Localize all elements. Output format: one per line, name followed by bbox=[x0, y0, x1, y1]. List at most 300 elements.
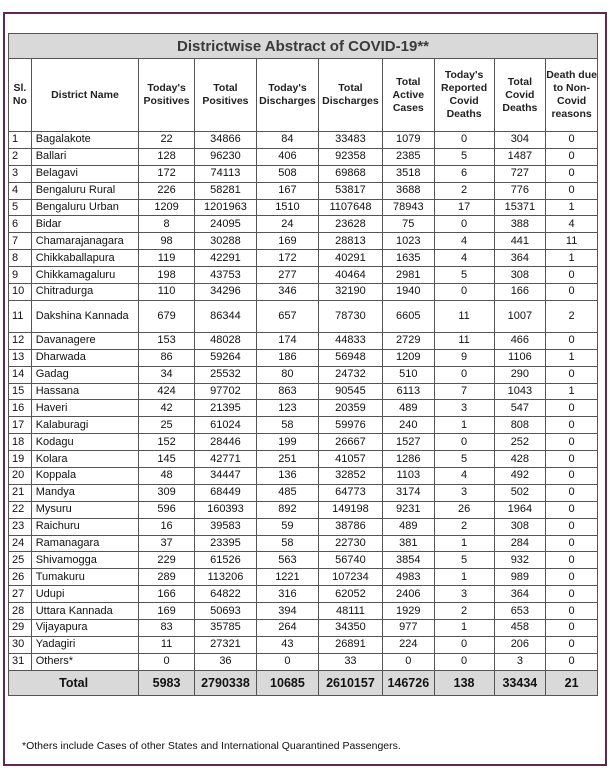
column-header: Today's Positives bbox=[139, 59, 195, 132]
table-cell: 0 bbox=[546, 366, 598, 383]
table-cell: 0 bbox=[256, 653, 318, 670]
table-cell: 24095 bbox=[194, 216, 256, 233]
table-cell: 5 bbox=[434, 552, 494, 569]
table-cell: 160393 bbox=[194, 501, 256, 518]
table-row bbox=[9, 417, 598, 434]
table-cell: 3 bbox=[434, 400, 494, 417]
column-header: Today's Reported Covid Deaths bbox=[434, 59, 494, 132]
table-cell: 1 bbox=[434, 569, 494, 586]
table-row bbox=[9, 552, 598, 569]
table-cell: 1286 bbox=[382, 451, 434, 468]
table-cell: 0 bbox=[139, 653, 195, 670]
table-cell: 25 bbox=[139, 417, 195, 434]
table-cell: 0 bbox=[434, 132, 494, 149]
table-cell: 0 bbox=[434, 636, 494, 653]
table-cell: 92358 bbox=[318, 148, 382, 165]
table-cell: 42291 bbox=[194, 250, 256, 267]
table-cell: 508 bbox=[256, 165, 318, 182]
table-cell: 2385 bbox=[382, 148, 434, 165]
table-row bbox=[9, 216, 598, 233]
table-cell: 679 bbox=[139, 300, 195, 332]
header-row bbox=[9, 59, 598, 132]
table-cell: 17 bbox=[434, 199, 494, 216]
table-cell: 40291 bbox=[318, 250, 382, 267]
table-cell: 264 bbox=[256, 620, 318, 637]
table-row bbox=[9, 501, 598, 518]
table-cell: 37 bbox=[139, 535, 195, 552]
table-cell: 2406 bbox=[382, 586, 434, 603]
table-cell: 0 bbox=[382, 653, 434, 670]
table-cell: 304 bbox=[494, 132, 546, 149]
table-cell: 61526 bbox=[194, 552, 256, 569]
table-cell: 4 bbox=[434, 250, 494, 267]
table-cell: 26 bbox=[434, 501, 494, 518]
table-cell: 23395 bbox=[194, 535, 256, 552]
table-cell: 0 bbox=[546, 501, 598, 518]
column-header: Total Positives bbox=[194, 59, 256, 132]
table-cell: 38786 bbox=[318, 518, 382, 535]
table-cell: 78943 bbox=[382, 199, 434, 216]
table-cell: 0 bbox=[434, 216, 494, 233]
table-cell: 11 bbox=[434, 332, 494, 349]
table-cell: 3 bbox=[494, 653, 546, 670]
table-cell: 0 bbox=[546, 636, 598, 653]
table-cell: 34 bbox=[139, 366, 195, 383]
table-cell: 1487 bbox=[494, 148, 546, 165]
table-cell: 28813 bbox=[318, 233, 382, 250]
table-cell: 149198 bbox=[318, 501, 382, 518]
district-name-cell: Mysuru bbox=[31, 501, 138, 518]
table-cell: 166 bbox=[139, 586, 195, 603]
district-name-cell: Raichuru bbox=[31, 518, 138, 535]
table-cell: 458 bbox=[494, 620, 546, 637]
table-cell: 1107648 bbox=[318, 199, 382, 216]
table-cell: 36 bbox=[194, 653, 256, 670]
table-cell: 56740 bbox=[318, 552, 382, 569]
district-name-cell: Bidar bbox=[31, 216, 138, 233]
table-cell: 406 bbox=[256, 148, 318, 165]
table-cell: 11 bbox=[139, 636, 195, 653]
table-cell: 2 bbox=[434, 518, 494, 535]
table-cell: 6 bbox=[434, 165, 494, 182]
district-name-cell: Chamarajanagara bbox=[31, 233, 138, 250]
table-cell: 1007 bbox=[494, 300, 546, 332]
total-cell: 5983 bbox=[139, 670, 195, 695]
district-name-cell: Chikkamagaluru bbox=[31, 267, 138, 284]
table-cell: 22 bbox=[9, 501, 32, 518]
district-name-cell: Dakshina Kannada bbox=[31, 300, 138, 332]
table-cell: 0 bbox=[546, 417, 598, 434]
table-cell: 251 bbox=[256, 451, 318, 468]
table-cell: 2 bbox=[546, 300, 598, 332]
district-name-cell: Kalaburagi bbox=[31, 417, 138, 434]
table-cell: 90545 bbox=[318, 383, 382, 400]
table-row bbox=[9, 620, 598, 637]
table-cell: 0 bbox=[546, 132, 598, 149]
table-cell: 33 bbox=[318, 653, 382, 670]
table-cell: 1023 bbox=[382, 233, 434, 250]
table-cell: 43 bbox=[256, 636, 318, 653]
table-cell: 229 bbox=[139, 552, 195, 569]
table-cell: 10 bbox=[9, 284, 32, 301]
table-cell: 2729 bbox=[382, 332, 434, 349]
table-cell: 15 bbox=[9, 383, 32, 400]
table-cell: 653 bbox=[494, 603, 546, 620]
table-cell: 596 bbox=[139, 501, 195, 518]
table-row bbox=[9, 284, 598, 301]
table-cell: 489 bbox=[382, 400, 434, 417]
table-cell: 5 bbox=[9, 199, 32, 216]
table-cell: 21 bbox=[9, 484, 32, 501]
table-cell: 224 bbox=[382, 636, 434, 653]
district-name-cell: Koppala bbox=[31, 468, 138, 485]
table-cell: 16 bbox=[139, 518, 195, 535]
table-cell: 441 bbox=[494, 233, 546, 250]
total-row bbox=[9, 670, 598, 695]
table-cell: 1221 bbox=[256, 569, 318, 586]
table-cell: 20359 bbox=[318, 400, 382, 417]
district-name-cell: Shivamogga bbox=[31, 552, 138, 569]
column-header: District Name bbox=[31, 59, 138, 132]
table-cell: 0 bbox=[546, 451, 598, 468]
table-cell: 18 bbox=[9, 434, 32, 451]
table-cell: 34866 bbox=[194, 132, 256, 149]
table-cell: 123 bbox=[256, 400, 318, 417]
table-title: Districtwise Abstract of COVID-19** bbox=[9, 34, 598, 59]
table-cell: 98 bbox=[139, 233, 195, 250]
table-cell: 0 bbox=[434, 366, 494, 383]
table-cell: 0 bbox=[546, 332, 598, 349]
table-cell: 29 bbox=[9, 620, 32, 637]
table-cell: 0 bbox=[546, 620, 598, 637]
table-cell: 34296 bbox=[194, 284, 256, 301]
table-cell: 119 bbox=[139, 250, 195, 267]
district-name-cell: Hassana bbox=[31, 383, 138, 400]
table-cell: 489 bbox=[382, 518, 434, 535]
table-cell: 0 bbox=[546, 165, 598, 182]
table-cell: 308 bbox=[494, 267, 546, 284]
table-cell: 28446 bbox=[194, 434, 256, 451]
table-cell: 0 bbox=[546, 518, 598, 535]
table-cell: 68449 bbox=[194, 484, 256, 501]
table-cell: 3688 bbox=[382, 182, 434, 199]
table-cell: 59264 bbox=[194, 349, 256, 366]
table-cell: 78730 bbox=[318, 300, 382, 332]
table-cell: 107234 bbox=[318, 569, 382, 586]
table-cell: 1209 bbox=[382, 349, 434, 366]
table-row bbox=[9, 250, 598, 267]
table-cell: 1 bbox=[546, 199, 598, 216]
table-cell: 48028 bbox=[194, 332, 256, 349]
table-cell: 4 bbox=[9, 182, 32, 199]
table-cell: 6 bbox=[9, 216, 32, 233]
table-row bbox=[9, 182, 598, 199]
table-cell: 166 bbox=[494, 284, 546, 301]
table-cell: 3174 bbox=[382, 484, 434, 501]
table-cell: 59976 bbox=[318, 417, 382, 434]
table-cell: 0 bbox=[434, 284, 494, 301]
table-cell: 1079 bbox=[382, 132, 434, 149]
table-cell: 563 bbox=[256, 552, 318, 569]
table-cell: 989 bbox=[494, 569, 546, 586]
district-name-cell: Chitradurga bbox=[31, 284, 138, 301]
table-row bbox=[9, 451, 598, 468]
table-cell: 15371 bbox=[494, 199, 546, 216]
table-cell: 152 bbox=[139, 434, 195, 451]
table-cell: 240 bbox=[382, 417, 434, 434]
column-header: Total Covid Deaths bbox=[494, 59, 546, 132]
total-cell: 138 bbox=[434, 670, 494, 695]
table-cell: 346 bbox=[256, 284, 318, 301]
table-cell: 1964 bbox=[494, 501, 546, 518]
total-cell: 2610157 bbox=[318, 670, 382, 695]
table-cell: 199 bbox=[256, 434, 318, 451]
table-cell: 145 bbox=[139, 451, 195, 468]
table-cell: 1 bbox=[434, 620, 494, 637]
table-cell: 83 bbox=[139, 620, 195, 637]
table-cell: 26891 bbox=[318, 636, 382, 653]
table-cell: 0 bbox=[546, 434, 598, 451]
table-cell: 502 bbox=[494, 484, 546, 501]
table-cell: 388 bbox=[494, 216, 546, 233]
table-cell: 23628 bbox=[318, 216, 382, 233]
covid-district-table bbox=[8, 33, 598, 696]
district-name-cell: Davanagere bbox=[31, 332, 138, 349]
table-cell: 28 bbox=[9, 603, 32, 620]
table-cell: 42771 bbox=[194, 451, 256, 468]
table-cell: 169 bbox=[256, 233, 318, 250]
table-row bbox=[9, 132, 598, 149]
table-cell: 364 bbox=[494, 586, 546, 603]
table-cell: 13 bbox=[9, 349, 32, 366]
table-cell: 5 bbox=[434, 148, 494, 165]
table-cell: 21395 bbox=[194, 400, 256, 417]
column-header: Total Active Cases bbox=[382, 59, 434, 132]
table-cell: 428 bbox=[494, 451, 546, 468]
table-cell: 26 bbox=[9, 569, 32, 586]
table-cell: 64822 bbox=[194, 586, 256, 603]
table-cell: 727 bbox=[494, 165, 546, 182]
table-cell: 172 bbox=[139, 165, 195, 182]
table-row bbox=[9, 300, 598, 332]
table-row bbox=[9, 400, 598, 417]
table-row bbox=[9, 468, 598, 485]
table-cell: 0 bbox=[546, 552, 598, 569]
table-row bbox=[9, 366, 598, 383]
table-cell: 776 bbox=[494, 182, 546, 199]
table-cell: 167 bbox=[256, 182, 318, 199]
table-cell: 8 bbox=[9, 250, 32, 267]
table-cell: 2981 bbox=[382, 267, 434, 284]
column-header: Today's Discharges bbox=[256, 59, 318, 132]
table-cell: 23 bbox=[9, 518, 32, 535]
table-cell: 186 bbox=[256, 349, 318, 366]
table-cell: 0 bbox=[546, 653, 598, 670]
table-cell: 1510 bbox=[256, 199, 318, 216]
table-cell: 11 bbox=[9, 300, 32, 332]
table-row bbox=[9, 586, 598, 603]
district-name-cell: Yadagiri bbox=[31, 636, 138, 653]
table-cell: 74113 bbox=[194, 165, 256, 182]
table-cell: 5 bbox=[434, 267, 494, 284]
table-cell: 7 bbox=[434, 383, 494, 400]
district-name-cell: Uttara Kannada bbox=[31, 603, 138, 620]
district-name-cell: Kolara bbox=[31, 451, 138, 468]
table-cell: 0 bbox=[546, 284, 598, 301]
table-cell: 11 bbox=[546, 233, 598, 250]
table-cell: 128 bbox=[139, 148, 195, 165]
table-cell: 169 bbox=[139, 603, 195, 620]
table-cell: 31 bbox=[9, 653, 32, 670]
table-cell: 22730 bbox=[318, 535, 382, 552]
district-name-cell: Gadag bbox=[31, 366, 138, 383]
table-cell: 0 bbox=[434, 653, 494, 670]
table-cell: 977 bbox=[382, 620, 434, 637]
table-cell: 64773 bbox=[318, 484, 382, 501]
table-cell: 4983 bbox=[382, 569, 434, 586]
table-cell: 309 bbox=[139, 484, 195, 501]
table-cell: 2 bbox=[9, 148, 32, 165]
table-row bbox=[9, 603, 598, 620]
table-cell: 61024 bbox=[194, 417, 256, 434]
table-row bbox=[9, 233, 598, 250]
table-cell: 39583 bbox=[194, 518, 256, 535]
table-cell: 863 bbox=[256, 383, 318, 400]
table-cell: 1 bbox=[546, 349, 598, 366]
table-cell: 56948 bbox=[318, 349, 382, 366]
table-cell: 226 bbox=[139, 182, 195, 199]
table-cell: 24732 bbox=[318, 366, 382, 383]
table-cell: 206 bbox=[494, 636, 546, 653]
table-cell: 547 bbox=[494, 400, 546, 417]
table-cell: 4 bbox=[546, 216, 598, 233]
table-row bbox=[9, 332, 598, 349]
table-row bbox=[9, 636, 598, 653]
table-cell: 1201963 bbox=[194, 199, 256, 216]
table-cell: 58 bbox=[256, 535, 318, 552]
table-cell: 290 bbox=[494, 366, 546, 383]
district-name-cell: Kodagu bbox=[31, 434, 138, 451]
district-name-cell: Haveri bbox=[31, 400, 138, 417]
table-cell: 9231 bbox=[382, 501, 434, 518]
district-name-cell: Dharwada bbox=[31, 349, 138, 366]
table-cell: 25532 bbox=[194, 366, 256, 383]
total-cell: 146726 bbox=[382, 670, 434, 695]
table-cell: 1 bbox=[434, 535, 494, 552]
table-cell: 34447 bbox=[194, 468, 256, 485]
table-cell: 3 bbox=[9, 165, 32, 182]
table-cell: 32852 bbox=[318, 468, 382, 485]
district-name-cell: Chikkaballapura bbox=[31, 250, 138, 267]
table-cell: 198 bbox=[139, 267, 195, 284]
table-cell: 0 bbox=[546, 468, 598, 485]
table-cell: 252 bbox=[494, 434, 546, 451]
table-cell: 364 bbox=[494, 250, 546, 267]
footnote: *Others include Cases of other States and International Quarantined Passengers. bbox=[22, 740, 401, 752]
table-cell: 1 bbox=[546, 250, 598, 267]
table-cell: 86 bbox=[139, 349, 195, 366]
district-name-cell: Vijayapura bbox=[31, 620, 138, 637]
table-cell: 1929 bbox=[382, 603, 434, 620]
table-row bbox=[9, 484, 598, 501]
table-cell: 50693 bbox=[194, 603, 256, 620]
table-cell: 19 bbox=[9, 451, 32, 468]
table-cell: 53817 bbox=[318, 182, 382, 199]
table-cell: 3518 bbox=[382, 165, 434, 182]
table-cell: 25 bbox=[9, 552, 32, 569]
table-cell: 316 bbox=[256, 586, 318, 603]
table-cell: 0 bbox=[546, 535, 598, 552]
table-row bbox=[9, 349, 598, 366]
table-cell: 33483 bbox=[318, 132, 382, 149]
table-cell: 6605 bbox=[382, 300, 434, 332]
table-cell: 96230 bbox=[194, 148, 256, 165]
table-cell: 0 bbox=[546, 400, 598, 417]
table-cell: 26667 bbox=[318, 434, 382, 451]
table-row bbox=[9, 383, 598, 400]
column-header: Total Discharges bbox=[318, 59, 382, 132]
district-name-cell: Bengaluru Urban bbox=[31, 199, 138, 216]
table-cell: 20 bbox=[9, 468, 32, 485]
table-cell: 0 bbox=[546, 484, 598, 501]
table-cell: 86344 bbox=[194, 300, 256, 332]
table-cell: 80 bbox=[256, 366, 318, 383]
table-cell: 394 bbox=[256, 603, 318, 620]
total-cell: 21 bbox=[546, 670, 598, 695]
column-header: Sl. No bbox=[9, 59, 32, 132]
table-cell: 284 bbox=[494, 535, 546, 552]
table-cell: 24 bbox=[9, 535, 32, 552]
table-cell: 48111 bbox=[318, 603, 382, 620]
table-cell: 0 bbox=[546, 267, 598, 284]
district-name-cell: Udupi bbox=[31, 586, 138, 603]
table-cell: 0 bbox=[546, 182, 598, 199]
table-cell: 277 bbox=[256, 267, 318, 284]
table-cell: 3854 bbox=[382, 552, 434, 569]
table-cell: 62052 bbox=[318, 586, 382, 603]
table-row bbox=[9, 535, 598, 552]
table-cell: 0 bbox=[434, 434, 494, 451]
table-cell: 75 bbox=[382, 216, 434, 233]
table-cell: 43753 bbox=[194, 267, 256, 284]
table-cell: 24 bbox=[256, 216, 318, 233]
table-cell: 59 bbox=[256, 518, 318, 535]
table-cell: 424 bbox=[139, 383, 195, 400]
district-name-cell: Bagalakote bbox=[31, 132, 138, 149]
table-row bbox=[9, 569, 598, 586]
table-cell: 34350 bbox=[318, 620, 382, 637]
total-cell: 33434 bbox=[494, 670, 546, 695]
table-cell: 9 bbox=[9, 267, 32, 284]
district-name-cell: Others* bbox=[31, 653, 138, 670]
total-cell: 2790338 bbox=[194, 670, 256, 695]
table-cell: 136 bbox=[256, 468, 318, 485]
district-name-cell: Bengaluru Rural bbox=[31, 182, 138, 199]
table-cell: 113206 bbox=[194, 569, 256, 586]
table-cell: 289 bbox=[139, 569, 195, 586]
table-cell: 1209 bbox=[139, 199, 195, 216]
table-cell: 9 bbox=[434, 349, 494, 366]
table-cell: 4 bbox=[434, 233, 494, 250]
table-cell: 3 bbox=[434, 484, 494, 501]
table-cell: 12 bbox=[9, 332, 32, 349]
table-cell: 97702 bbox=[194, 383, 256, 400]
table-cell: 58 bbox=[256, 417, 318, 434]
table-row bbox=[9, 165, 598, 182]
table-cell: 1103 bbox=[382, 468, 434, 485]
table-cell: 30 bbox=[9, 636, 32, 653]
table-cell: 308 bbox=[494, 518, 546, 535]
